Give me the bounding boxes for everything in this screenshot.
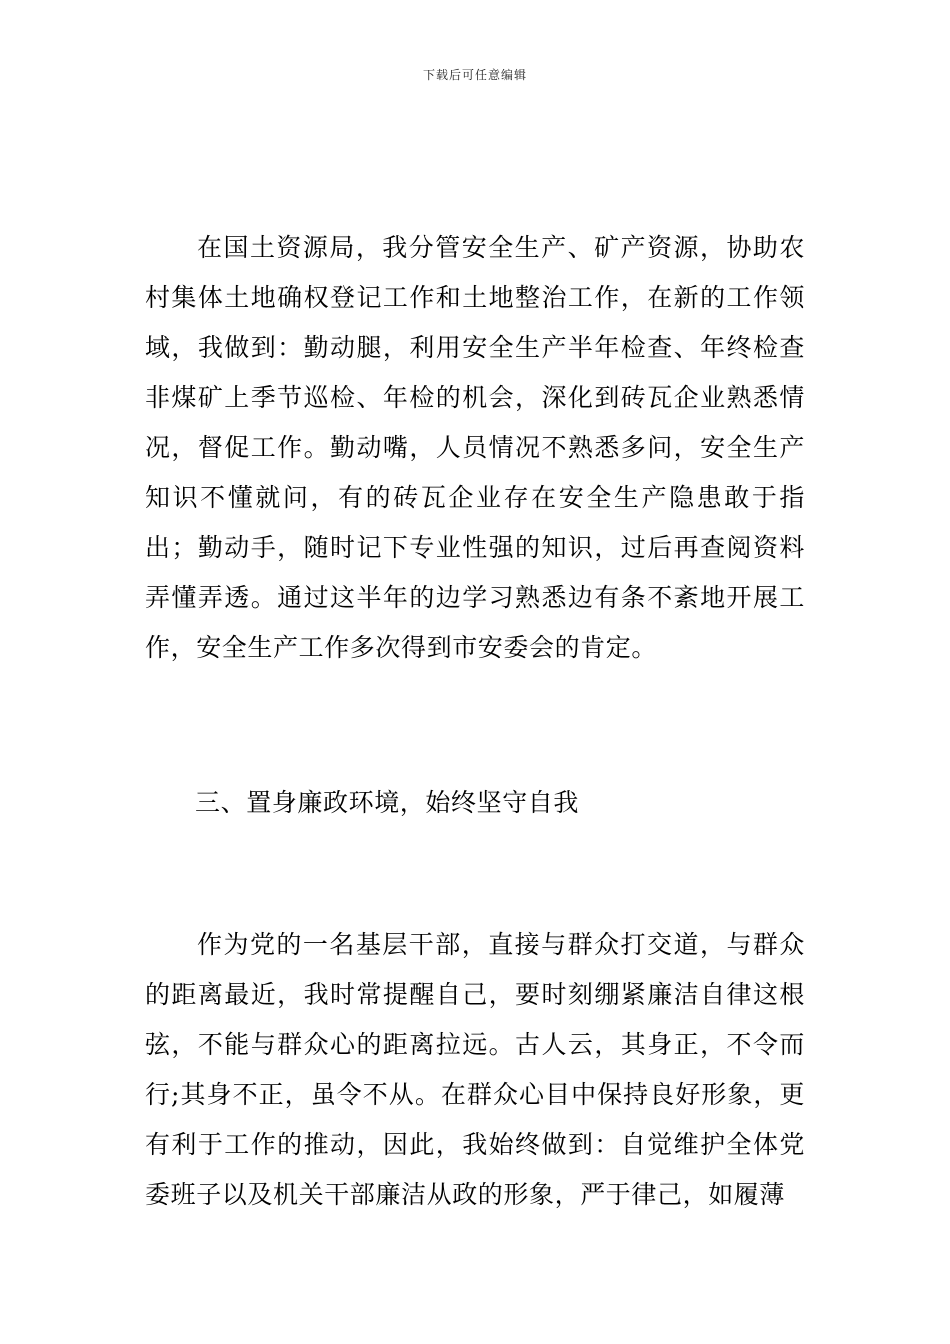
body-paragraph-2: 作为党的一名基层干部，直接与群众打交道，与群众的距离最近，我时常提醒自己，要时刻绷紧廉洁自律这根弦，不能与群众心的距离拉远。古人云，其身正，不令而行;其身不正，虽令不从。在群众心目中保持良好形象，更有利于工作的推动，因此，我始终做到：自觉维护全体党委班子以及机关干部廉洁从政的形象，严于律己，如履薄 [145, 930, 805, 1209]
page-header-note: 下载后可任意编辑 [422, 68, 527, 82]
body-paragraph-1: 在国土资源局，我分管安全生产、矿产资源，协助农村集体土地确权登记工作和土地整治工作，在新的工作领域，我做到：勤动腿，利用安全生产半年检查、年终检查非煤矿上季节巡检、年检的机会，深化到砖瓦企业熟悉情况，督促工作。勤动嘴，人员情况不熟悉多问，安全生产知识不懂就问，有的砖瓦企业存在安全生产隐患敢于指出；勤动手，随时记下专业性强的知识，过后再查阅资料弄懂弄透。通过这半年的边学习熟悉边有条不紊地开展工作，安全生产工作多次得到市安委会的肯定。 [145, 233, 805, 662]
section-heading: 三、置身廉政环境，始终坚守自我 [195, 788, 580, 817]
